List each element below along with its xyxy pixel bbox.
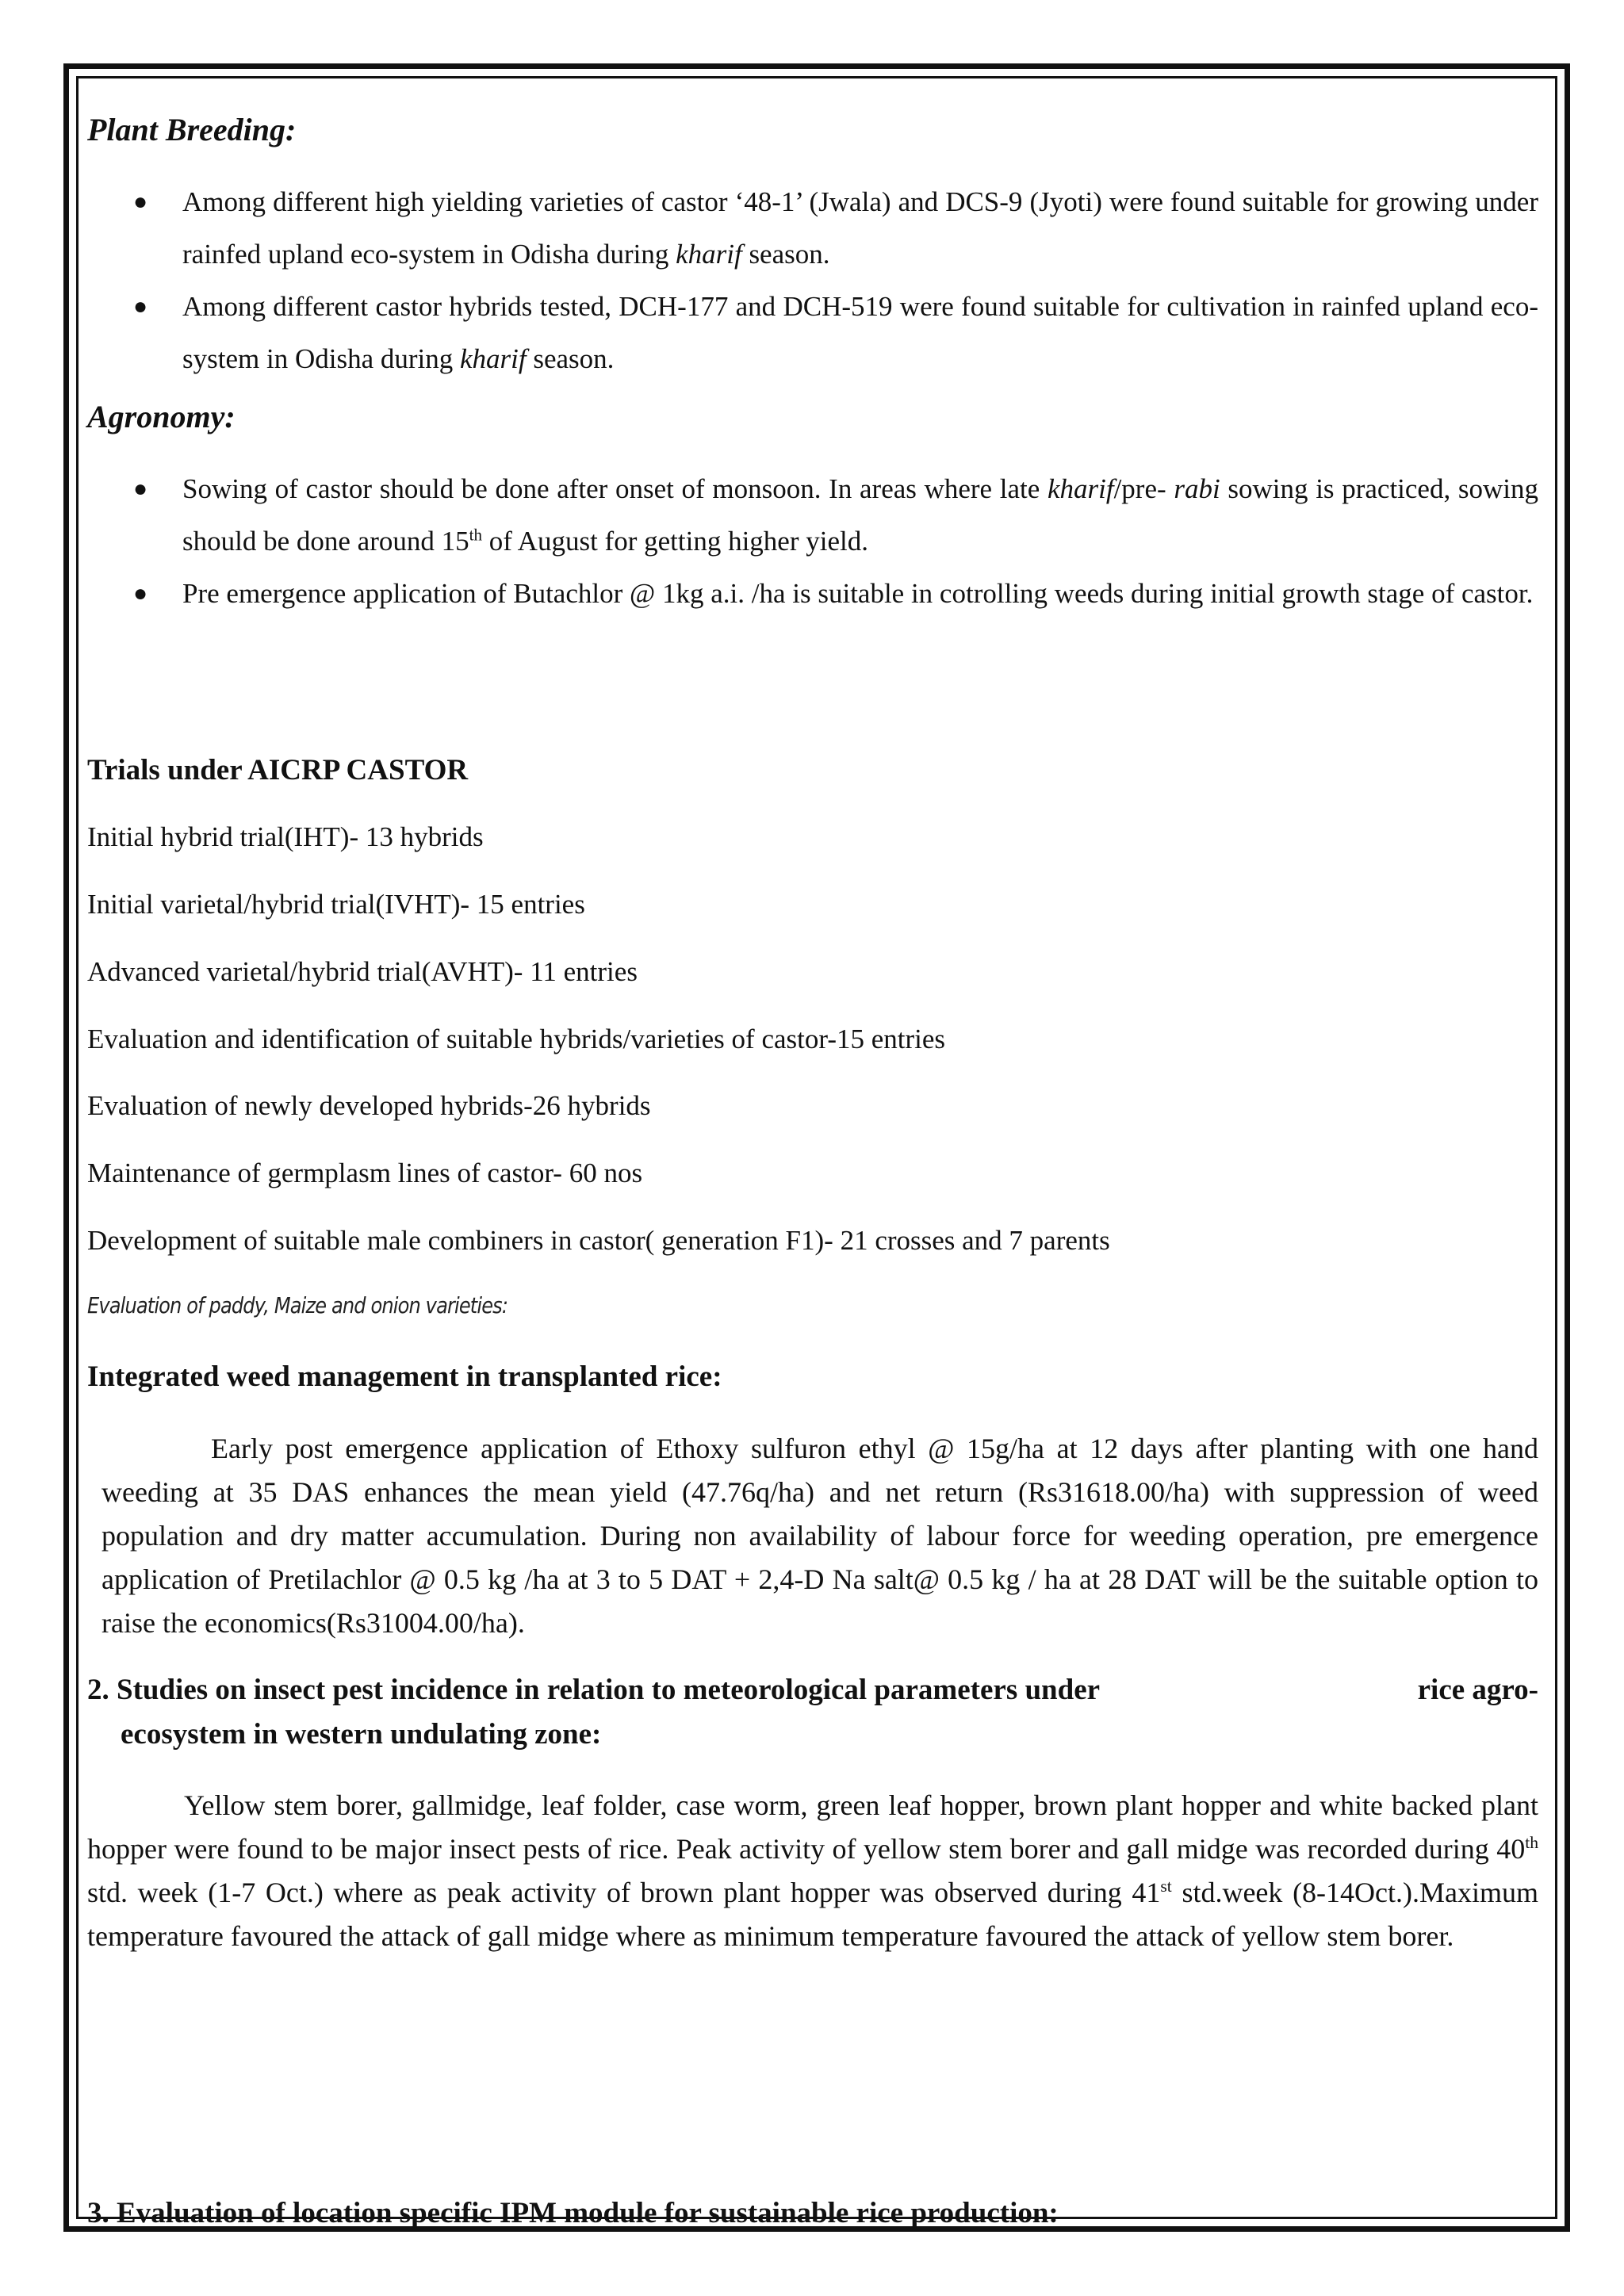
section2-title: . Studies on insect pest incidence in relation to meteorological parameters under [102, 1674, 1101, 1706]
bullet-icon: ● [133, 293, 148, 320]
iwm-heading: Integrated weed management in transplanted rice: [87, 1360, 722, 1393]
iwm-paragraph: Early post emergence application of Ethoxy sulfuron ethyl @ 15g/ha at 12 days after planting with one hand weeding at 35 DAS enhances the mean yield (47.76q/ha) and net return (Rs31618.00/ha) with suppression of weed population and dry matter accumulation. During non availability of labour force for weeding operation, pre emergence application of Pretilachlor @ 0.5 kg /ha at 3 to 5 DAT + 2,4-D Na salt@ 0.5 kg / ha at 28 DAT will be the suitable option to raise the economics(Rs31004.00/ha). [102, 1433, 1538, 1639]
section2-heading-line2: ecosystem in western undulating zone: [121, 1718, 602, 1751]
bullet-icon: ● [133, 476, 148, 502]
trial-line: Development of suitable male combiners in castor( generation F1)- 21 crosses and 7 parents [87, 1225, 1110, 1256]
bullet-icon: ● [133, 580, 148, 607]
plant-breeding-heading: Plant Breeding: [87, 112, 297, 147]
bullet-icon: ● [133, 189, 148, 215]
trials-heading: Trials under AICRP CASTOR [87, 754, 469, 786]
trial-line: Initial hybrid trial(IHT)- 13 hybrids [87, 821, 484, 852]
section2-paragraph: Yellow stem borer, gallmidge, leaf folder, case worm, green leaf hopper, brown plant hopper and white backed plant hopper were found to be major insect pests of rice. Peak activity of yellow stem borer and gall midge was recorded during 40th std. week (1-7 Oct.) where as peak activity of brown plant hopper was observed during 41st std.week (8-14Oct.).Maximum temperature favoured the attack of gall midge where as minimum temperature favoured the attack of yellow stem borer. [87, 1789, 1539, 1952]
trial-line: Evaluation of newly developed hybrids-26 hybrids [87, 1090, 651, 1121]
section2-title-right: rice agro- [1417, 1674, 1538, 1706]
trial-line: Evaluation and identification of suitable hybrids/varieties of castor-15 entries [87, 1024, 946, 1054]
section2-heading-line1 [87, 1673, 1538, 1707]
list-item: ● Among different castor hybrids tested, DCH-177 and DCH-519 were found suitable for cultivation in rainfed upland eco-system in Odisha during kharif season. [135, 281, 1538, 385]
list-item: ● Pre emergence application of Butachlor @ 1kg a.i. /ha is suitable in cotrolling weeds during initial growth stage of castor. [135, 568, 1538, 620]
agronomy-list [135, 463, 1538, 620]
list-item: ● Sowing of castor should be done after onset of monsoon. In areas where late kharif/pre- rabi sowing is practiced, sowing should be done around 15th of August for getting higher yield. [135, 463, 1538, 568]
plant-breeding-list [135, 176, 1538, 385]
section-number: 2 [87, 1674, 102, 1706]
trial-line: Maintenance of germplasm lines of castor- 60 nos [87, 1158, 643, 1188]
trial-line: Advanced varietal/hybrid trial(AVHT)- 11 entries [87, 956, 638, 987]
handwritten-note: Evaluation of paddy, Maize and onion varieties: [87, 1292, 508, 1318]
trial-line: Initial varietal/hybrid trial(IVHT)- 15 entries [87, 889, 585, 920]
agronomy-heading: Agronomy: [87, 399, 236, 434]
list-item: ● Among different high yielding varieties of castor ‘48-1’ (Jwala) and DCS-9 (Jyoti) were found suitable for growing under rainfed upland eco-system in Odisha during kharif season. [135, 176, 1538, 281]
section3-heading: 3. Evaluation of location specific IPM module for sustainable rice production: [87, 2197, 1059, 2229]
